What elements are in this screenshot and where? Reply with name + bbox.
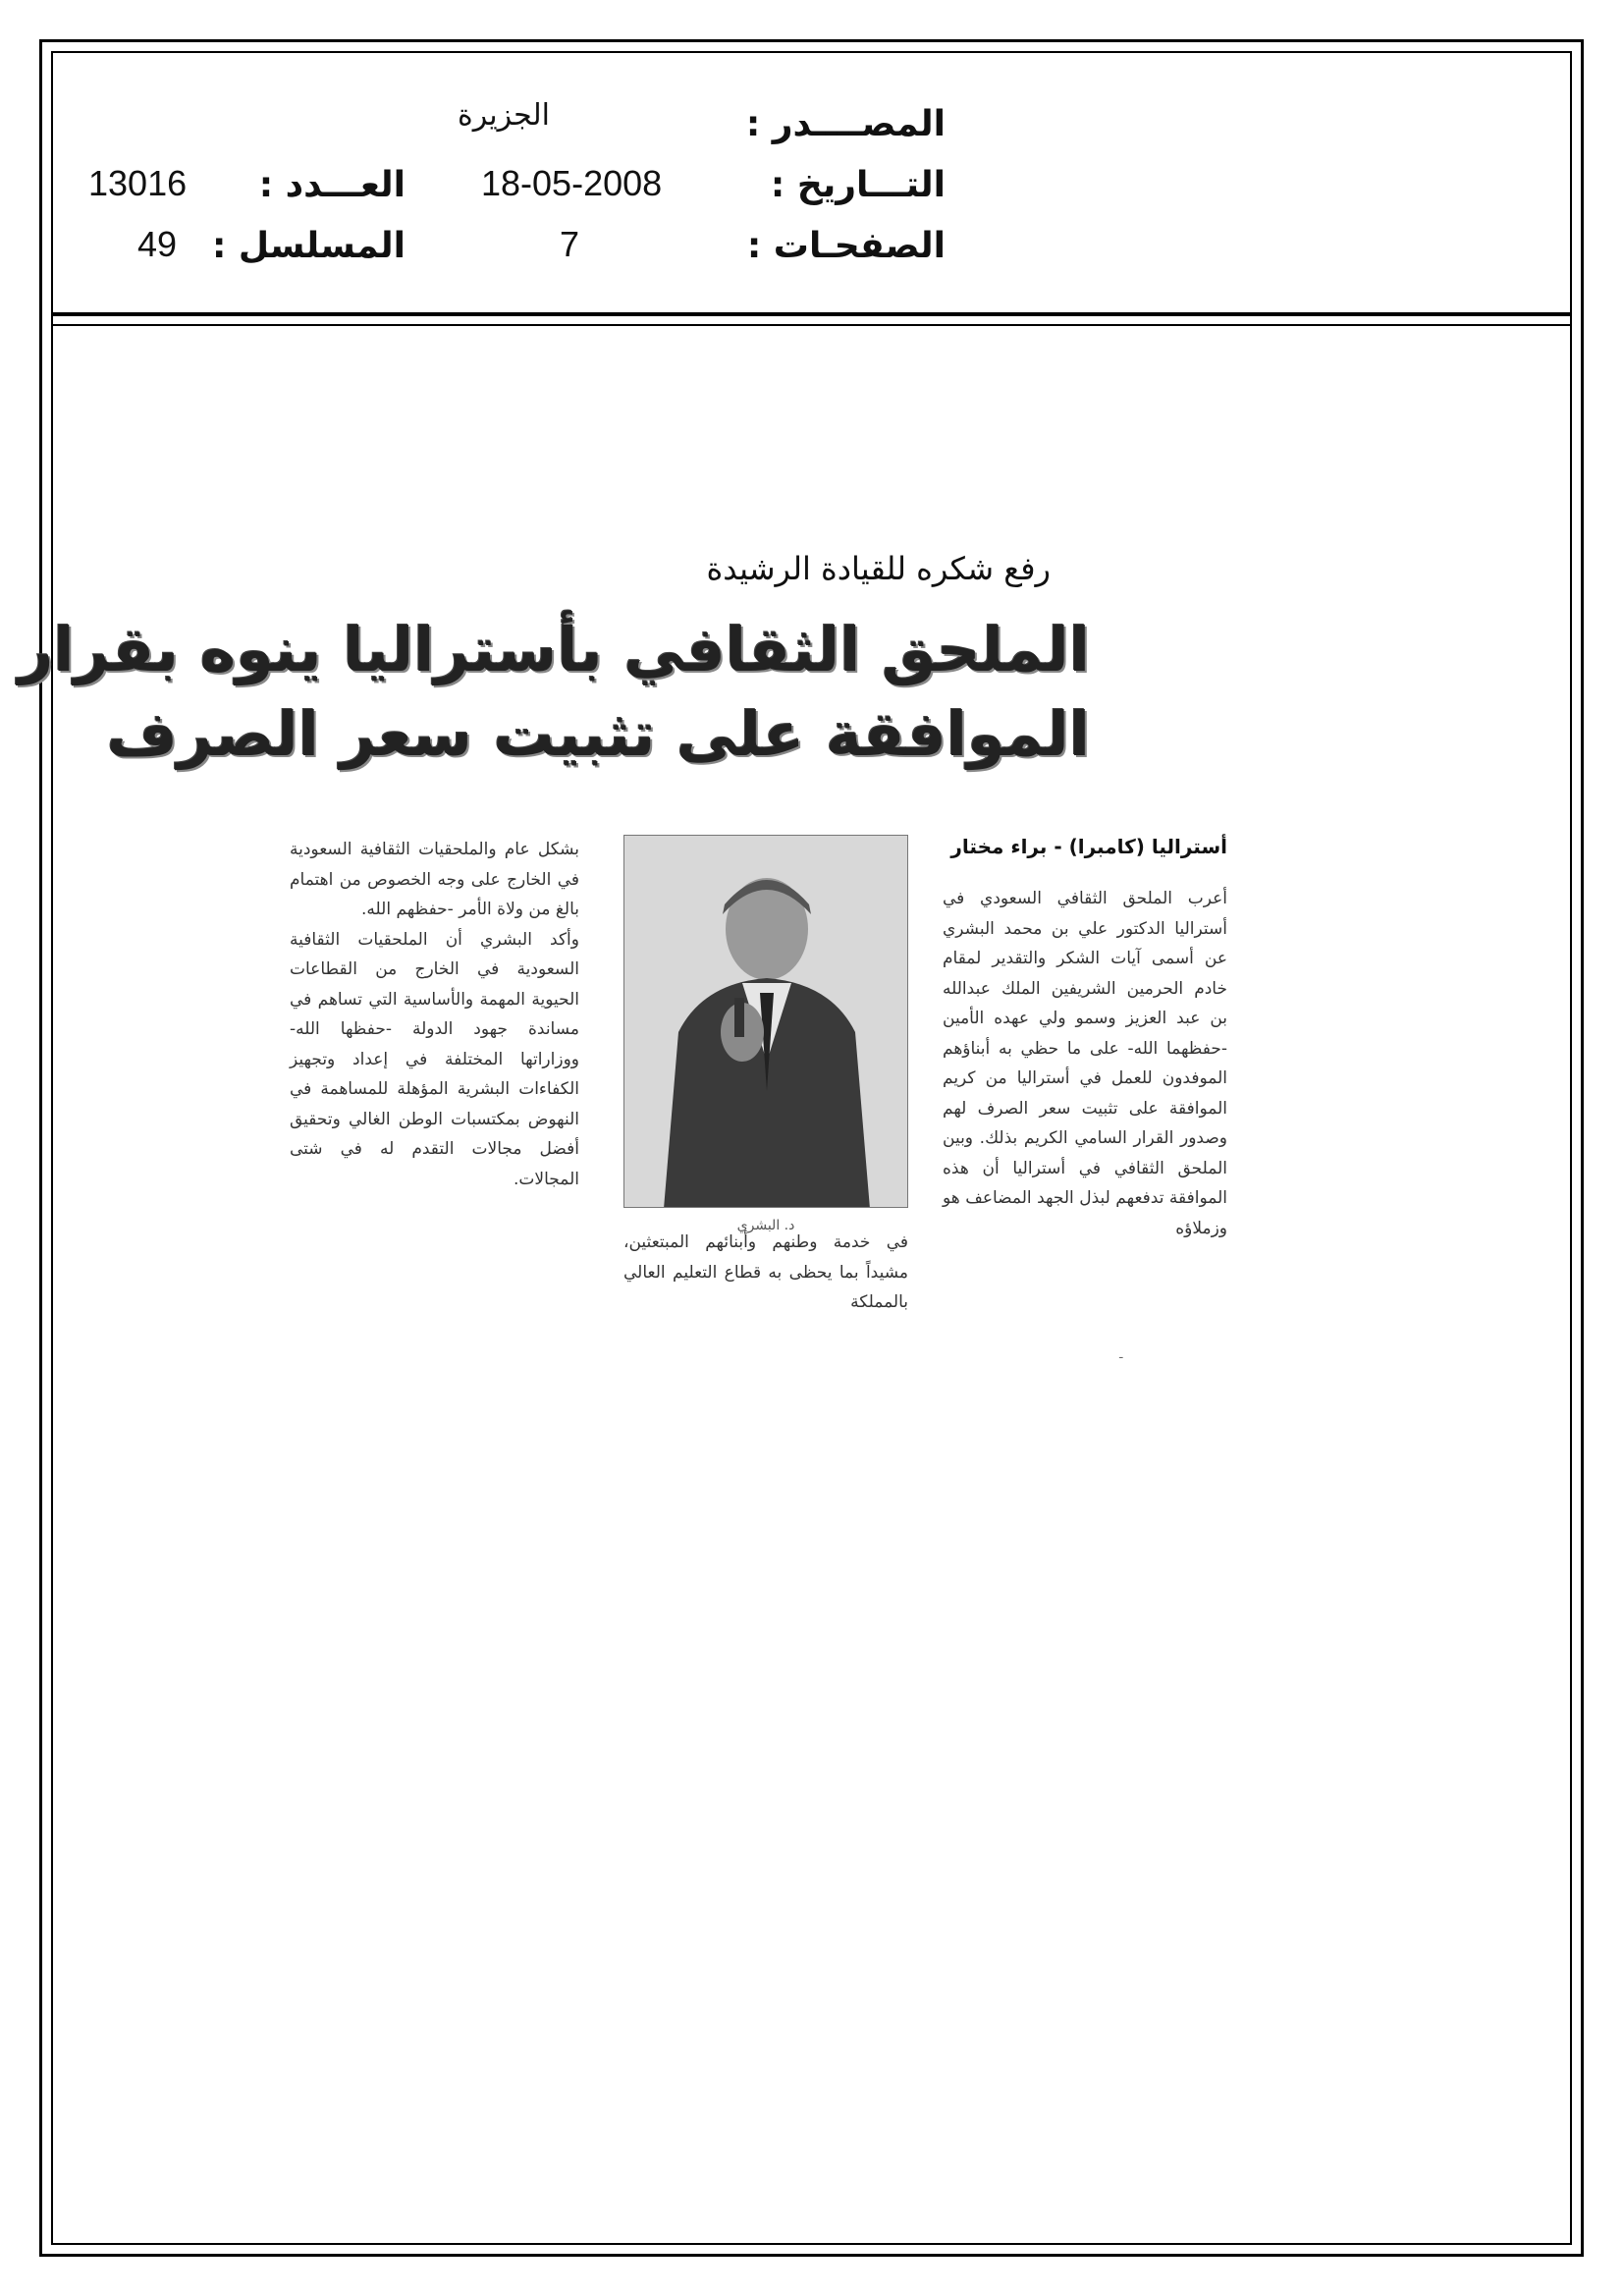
date-value: 18-05-2008: [481, 163, 663, 203]
portrait-photo: [623, 835, 908, 1208]
column-middle-text: في خدمة وطنهم وأبنائهم المبتعثين، مشيداً بما يحظى به قطاع التعليم العالي بالمملكة: [623, 1232, 908, 1312]
byline: أستراليا (كامبرا) - براء مختار: [950, 835, 1227, 858]
article-column-left: [290, 835, 579, 1194]
source-label: المصــــدر :: [745, 104, 946, 144]
source-value: الجزيرة: [458, 98, 551, 133]
serial-value: 49: [137, 224, 178, 264]
pages-label: الصفحـات :: [746, 226, 946, 266]
article-kicker: رفع شكره للقيادة الرشيدة: [706, 550, 1051, 587]
newspaper-clipping: [18, 550, 1227, 1355]
header-divider: [51, 312, 1572, 316]
headline-line-1: الملحق الثقافي بأستراليا ينوه بقرار: [18, 614, 1090, 685]
photo-caption: د. البشري: [736, 1218, 795, 1233]
serial-label: المسلسل :: [211, 226, 406, 266]
corner-mark: ـ: [1119, 1347, 1123, 1361]
column-left-paragraph-1: بشكل عام والملحقيات الثقافية السعودية في الخارج على وجه الخصوص من اهتمام بالغ من ولاة الأمر -حفظهم الله.: [290, 840, 579, 919]
article-column-middle: [623, 1228, 908, 1318]
column-left-paragraph-2: وأكد البشري أن الملحقيات الثقافية السعودية في الخارج من القطاعات الحيوية المهمة والأساسية التي تساهم في مساندة جهود الدولة -حفظها الله- ووزاراتها المختلفة في إعداد وتجهيز الكفاءات البشرية المؤهلة للمساهمة في النهوض بمكتسبات الوطن الغالي وتحقيق أفضل مجالات التقدم له في شتى المجالات.: [290, 929, 579, 1189]
column-right-text: أعرب الملحق الثقافي السعودي في أستراليا الدكتور علي بن محمد البشري عن أسمى آيات الشكر والتقدير لمقام خادم الحرمين الشريفين الملك عبدالله بن عبد العزيز وسمو ولي عهده الأمين -حفظهما الله- على ما حظي به أبناؤهم الموفدون للعمل في أستراليا من كريم الموافقة على تثبيت سعر الصرف لهم وصدور القرار السامي الكريم بذلك. وبين الملحق الثقافي في أستراليا أن هذه الموافقة تدفعهم لبذل الجهد المضاعف هو وزملاؤه: [943, 889, 1227, 1238]
pages-value: 7: [560, 224, 580, 264]
issue-label: العـــدد :: [258, 165, 406, 205]
headline-line-2: الموافقة على تثبيت سعر الصرف: [106, 698, 1090, 770]
header-divider-thin: [51, 324, 1572, 326]
date-label: التـــاريخ :: [770, 165, 946, 205]
issue-value: 13016: [88, 163, 188, 203]
portrait-image: [624, 836, 908, 1208]
article-column-right: [943, 884, 1227, 1243]
